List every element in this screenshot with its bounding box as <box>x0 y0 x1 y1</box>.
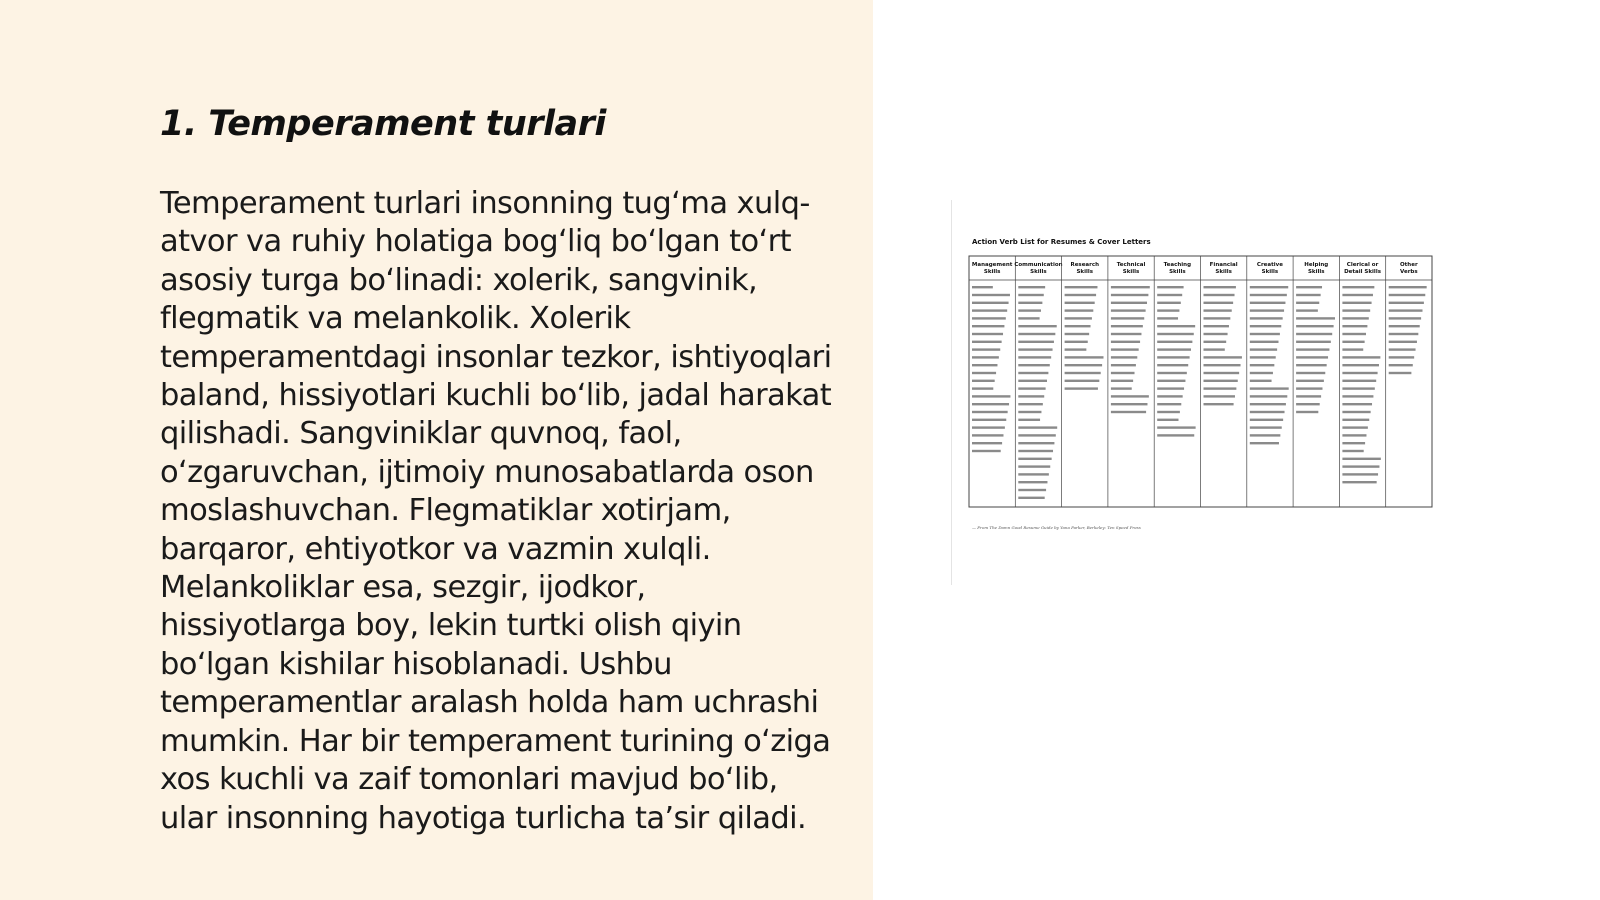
table-image-word <box>972 395 1010 397</box>
table-image-word <box>1111 317 1144 319</box>
table-image-word <box>972 333 1003 335</box>
table-image-word <box>1250 317 1283 319</box>
table-image-word <box>1157 419 1178 421</box>
slide-title: 1. Temperament turlari <box>160 104 606 144</box>
table-image-word <box>1018 333 1055 335</box>
table-image-word <box>1296 395 1321 397</box>
table-image-word <box>1018 450 1053 452</box>
table-image-word <box>972 317 1006 319</box>
table-image-word <box>1111 411 1146 413</box>
table-image-word <box>1204 302 1234 304</box>
table-image-word <box>1065 286 1098 288</box>
table-image-word <box>1018 473 1049 475</box>
table-image-word <box>1204 395 1235 397</box>
table-image-word <box>1157 372 1187 374</box>
table-image-word <box>1018 442 1054 444</box>
table-image-word <box>1342 387 1374 389</box>
table-image-word <box>972 387 993 389</box>
table-image-word <box>1342 411 1370 413</box>
table-image-column-header: Technical Skills <box>1116 262 1146 275</box>
table-image-word <box>1296 364 1327 366</box>
table-image-word <box>1342 341 1364 343</box>
table-image-word <box>1342 426 1367 428</box>
table-image-word <box>1389 294 1426 296</box>
table-image-word <box>1296 294 1321 296</box>
table-image-column-header: Financial Skills <box>1209 262 1238 275</box>
table-image-word <box>972 442 1002 444</box>
table-image-word <box>1204 341 1227 343</box>
table-image-word <box>1250 309 1284 311</box>
table-image-word <box>1250 380 1272 382</box>
table-image-word <box>1157 356 1189 358</box>
table-image-word <box>972 364 997 366</box>
table-image-word <box>1065 317 1092 319</box>
table-image-column-header: Management Skills <box>971 262 1013 275</box>
table-image-word <box>1204 333 1228 335</box>
table-image-word <box>1018 309 1041 311</box>
table-image-word <box>1250 294 1287 296</box>
table-image-word <box>1018 380 1047 382</box>
table-image-word <box>1250 302 1286 304</box>
table-image-word <box>1296 348 1329 350</box>
table-image-word <box>1204 317 1231 319</box>
table-image-word <box>1389 286 1427 288</box>
table-image-word <box>1204 325 1229 327</box>
table-image-word <box>1111 403 1148 405</box>
table-image-word <box>1342 380 1376 382</box>
table-image-word <box>1204 364 1241 366</box>
table-image-word <box>1342 434 1366 436</box>
table-image-word <box>972 302 1009 304</box>
table-image-word <box>1111 387 1132 389</box>
table-image-word <box>1018 481 1047 483</box>
table-image-word <box>1342 442 1365 444</box>
table-image-word <box>1018 372 1048 374</box>
table-image-word <box>972 294 1010 296</box>
table-image-word <box>1065 356 1104 358</box>
table-image-word <box>1157 411 1180 413</box>
table-image-word <box>1018 317 1039 319</box>
table-image-word <box>1204 380 1238 382</box>
table-image-word <box>972 403 1009 405</box>
table-image-word <box>1389 341 1417 343</box>
table-image-word <box>1018 497 1044 499</box>
table-image-word <box>1065 333 1090 335</box>
table-image-word <box>1157 426 1195 428</box>
table-image-word <box>1018 356 1051 358</box>
table-image-column-header: Clerical or Detail Skills <box>1344 262 1381 275</box>
table-image-word <box>1065 348 1087 350</box>
table-image-word <box>1111 302 1147 304</box>
table-image-word <box>1389 364 1413 366</box>
table-image-word <box>1157 286 1183 288</box>
table-image-word <box>1204 309 1232 311</box>
table-image-word <box>1018 286 1045 288</box>
table-image-word <box>1111 364 1136 366</box>
table-image-word <box>1204 286 1236 288</box>
table-image-word <box>1111 348 1139 350</box>
action-verb-table-image <box>968 236 1438 536</box>
table-image-word <box>1296 411 1318 413</box>
table-image-word <box>1342 294 1373 296</box>
table-image-word <box>1389 372 1412 374</box>
table-image-word <box>1296 333 1332 335</box>
table-image-word <box>1018 294 1043 296</box>
table-image-word <box>1342 325 1367 327</box>
table-image-word <box>1157 380 1185 382</box>
table-image-word <box>972 341 1002 343</box>
table-image-word <box>1157 309 1179 311</box>
table-image-word <box>1342 481 1376 483</box>
table-image-word <box>1296 387 1322 389</box>
table-image-word <box>1065 372 1101 374</box>
table-image-word <box>1342 309 1370 311</box>
table-image-word <box>1018 411 1041 413</box>
table-image-word <box>1018 364 1049 366</box>
table-image-word <box>1342 458 1380 460</box>
table-image-word <box>1250 442 1279 444</box>
table-image-word <box>1296 309 1318 311</box>
table-image-word <box>972 426 1005 428</box>
table-image-word <box>1296 286 1322 288</box>
table-image-word <box>1250 341 1279 343</box>
table-image-word <box>1250 426 1282 428</box>
table-image-word <box>1018 458 1051 460</box>
table-image-word <box>1157 333 1194 335</box>
table-image-word <box>1111 372 1135 374</box>
table-image-word <box>1250 403 1286 405</box>
table-image-word <box>1018 465 1050 467</box>
table-image-word <box>1065 387 1098 389</box>
table-image-word <box>1389 317 1421 319</box>
table-image-word <box>1111 309 1146 311</box>
table-image-word <box>1111 333 1142 335</box>
table-image-word <box>1065 380 1100 382</box>
table-image-column-header: Research Skills <box>1070 262 1100 275</box>
table-image-word <box>972 419 1006 421</box>
table-image-svg <box>968 236 1438 536</box>
table-image-word <box>972 348 1000 350</box>
table-image-word <box>1157 341 1192 343</box>
table-image-word <box>1250 333 1280 335</box>
table-image-word <box>1342 372 1377 374</box>
table-image-word <box>1065 294 1096 296</box>
table-image-word <box>1389 348 1416 350</box>
table-image-word <box>1157 317 1178 319</box>
table-image-word <box>1018 426 1057 428</box>
table-image-word <box>1204 356 1242 358</box>
table-image-word <box>1157 364 1188 366</box>
table-image-word <box>1389 302 1424 304</box>
table-image-column-header: Helping Skills <box>1304 262 1329 275</box>
slide-paragraph: Temperament turlari insonning tug‘ma xulq-atvor va ruhiy holatiga bog‘liq bo‘lgan to‘rt asosiy turga bo‘linadi: xolerik, sangvinik, flegmatik va melankolik. Xolerik temperamentdagi insonlar tezkor, ishtiyoqlari baland, hissiyotlari kuchli bo‘lib, jadal harakat qilishadi. Sangviniklar quvnoq, faol, o‘zgaruvchan, ijtimoiy munosabatlarda oson moslashuvchan. Flegmatiklar xotirjam, barqaror, ehtiyotkor va vazmin xulqli. Melankoliklar esa, sezgir, ijodkor, hissiyotlarga boy, lekin turtki olish qiyin bo‘lgan kishilar hisoblanadi. Ushbu temperamentlar aralash holda ham uchrashi mumkin. Har bir temperament turining o‘ziga xos kuchli va zaif tomonlari mavjud bo‘lib, ular insonning hayotiga turlicha ta’sir qiladi. <box>160 186 832 836</box>
table-image-word <box>1296 403 1320 405</box>
table-image-word <box>1018 489 1046 491</box>
table-image-word <box>1250 434 1281 436</box>
table-image-word <box>972 356 999 358</box>
table-image-word <box>1250 372 1273 374</box>
table-image-word <box>972 286 993 288</box>
table-image-word <box>1111 286 1150 288</box>
table-image-word <box>1111 380 1133 382</box>
table-image-word <box>1111 395 1149 397</box>
table-image-column-header: Other Verbs <box>1400 262 1418 275</box>
table-image-word <box>1018 403 1043 405</box>
table-image-word <box>1111 341 1140 343</box>
table-image-word <box>1018 302 1042 304</box>
table-image-word <box>972 372 996 374</box>
table-image-word <box>1018 348 1052 350</box>
table-image-word <box>1204 348 1225 350</box>
table-image-word <box>1296 356 1328 358</box>
table-image-column-header: Creative Skills <box>1256 262 1283 275</box>
table-image-word <box>1204 387 1237 389</box>
table-image-word <box>1342 465 1379 467</box>
table-image-word <box>1018 341 1054 343</box>
table-image-word <box>1250 325 1281 327</box>
table-image-word <box>972 380 995 382</box>
table-image-word <box>1389 325 1420 327</box>
table-image-word <box>1018 325 1056 327</box>
table-image-word <box>1157 434 1194 436</box>
table-image-word <box>1389 333 1419 335</box>
table-image-word <box>1065 302 1095 304</box>
table-image-word <box>1389 356 1414 358</box>
table-image-word <box>1296 302 1319 304</box>
table-image-word <box>1204 294 1235 296</box>
table-image-word <box>1157 395 1182 397</box>
table-image-word <box>1018 434 1056 436</box>
table-image-word <box>972 411 1008 413</box>
table-image-word <box>972 450 1001 452</box>
table-image-word <box>972 434 1003 436</box>
table-image-word <box>1157 294 1182 296</box>
table-image-word <box>1342 395 1373 397</box>
table-image-word <box>1157 348 1191 350</box>
table-image-word <box>1389 309 1423 311</box>
table-image-word <box>1250 348 1277 350</box>
table-image-word <box>1111 294 1149 296</box>
table-image-word <box>1018 395 1044 397</box>
table-image-footnote: — From The Damn Good Resume Guide by Yana Parker, Berkeley: Ten Speed Press <box>972 525 1141 530</box>
table-image-word <box>1342 333 1366 335</box>
table-image-word <box>1342 356 1380 358</box>
table-image-word <box>1296 380 1324 382</box>
table-image-word <box>1296 317 1335 319</box>
table-image-word <box>1342 473 1378 475</box>
table-image-word <box>1342 403 1372 405</box>
table-image-word <box>1065 309 1094 311</box>
table-image-word <box>1296 325 1334 327</box>
table-image-word <box>1204 372 1240 374</box>
table-image-word <box>1250 419 1283 421</box>
table-image-word <box>1065 325 1091 327</box>
table-image-word <box>1157 325 1195 327</box>
table-image-word <box>1065 341 1088 343</box>
table-image-word <box>1250 356 1276 358</box>
table-image-word <box>1111 356 1137 358</box>
table-image-word <box>1018 419 1040 421</box>
table-image-word <box>1296 341 1331 343</box>
table-image-word <box>1342 302 1371 304</box>
table-image-word <box>1250 286 1288 288</box>
table-image-word <box>1342 317 1368 319</box>
table-image-column-header: Teaching Skills <box>1163 262 1192 275</box>
vertical-divider <box>951 200 952 585</box>
table-image-word <box>1204 403 1234 405</box>
table-image-word <box>1250 411 1285 413</box>
table-image-word <box>1342 348 1363 350</box>
table-image-word <box>1296 372 1325 374</box>
table-image-word <box>1342 286 1374 288</box>
table-image-heading: Action Verb List for Resumes & Cover Letters <box>972 238 1151 246</box>
table-image-word <box>972 309 1007 311</box>
table-image-word <box>972 325 1004 327</box>
table-image-word <box>1342 364 1379 366</box>
table-image-word <box>1250 364 1275 366</box>
table-image-word <box>1111 325 1143 327</box>
table-image-word <box>1250 387 1289 389</box>
table-image-word <box>1250 395 1288 397</box>
table-image-word <box>1018 387 1045 389</box>
table-image-word <box>1065 364 1103 366</box>
table-image-word <box>1157 302 1181 304</box>
table-image-column-header: Communication Skills <box>1014 262 1063 275</box>
table-image-word <box>1157 387 1184 389</box>
table-image-word <box>1342 450 1363 452</box>
table-image-word <box>1342 419 1369 421</box>
table-image-word <box>1157 403 1181 405</box>
